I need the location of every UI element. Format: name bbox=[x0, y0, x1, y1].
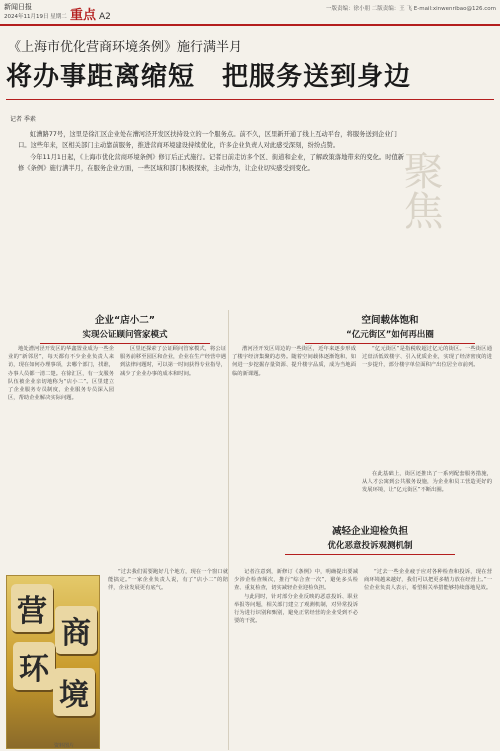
article-column bbox=[234, 568, 358, 744]
article-column bbox=[108, 568, 228, 744]
column-text: “过去一些企业疲于应对各种检查和投诉，现在营商环境越来越好，我们可以把更多精力放在经营上。”一位企业负责人表示，希望相关举措能够持续落地见效。 bbox=[364, 569, 492, 592]
editor-info: 一版责编：徐小朋 二版责编：王 飞 E-mail:xinwenribao@126.com bbox=[326, 6, 496, 12]
section-heading-1 bbox=[40, 312, 210, 344]
page-header bbox=[0, 0, 500, 26]
article-column bbox=[8, 345, 114, 567]
column-text: 记者注意到，新修订《条例》中，明确提出要减少涉企检查频次，推行“综合查一次”，避免多头检查、重复检查，切实减轻企业迎检负担。 bbox=[234, 569, 358, 592]
photo-tile: 境 bbox=[53, 668, 95, 716]
column-text: “过去我们需要跑好几个地方，现在一个窗口就能搞定。”一家企业负责人说，有了“店小二”的陪伴，企业发展更有底气。 bbox=[108, 569, 228, 592]
article-byline: 记者 季素 bbox=[10, 116, 36, 123]
section-rule bbox=[40, 343, 210, 344]
photo-tile: 营 bbox=[11, 584, 53, 632]
section-title: 企业“店小二” bbox=[95, 315, 155, 326]
section-title: 减轻企业迎检负担 bbox=[331, 526, 408, 537]
paper-name: 新闻日报 bbox=[4, 3, 32, 11]
photo-caption: 资料图片 bbox=[54, 743, 75, 749]
article-kicker: 《上海市优化营商环境条例》施行满半月 bbox=[8, 40, 243, 55]
article-headline: 将办事距离缩短 把服务送到身边 bbox=[6, 62, 412, 92]
lead-paragraph: 虹漕路77号，这里是徐汇区企业处在漕河泾开发区扶持设立的一个服务点。前不久，区里新开通了线上互动平台，将服务送到企业门口。这些年来，区相关部门主动靠前服务，推进营商环境建设持续优化，许多企业负责人对此感受深刻，纷纷点赞。 bbox=[18, 131, 397, 149]
column-divider bbox=[228, 310, 229, 750]
section-rule bbox=[305, 343, 475, 344]
article-column bbox=[232, 345, 356, 463]
headline-rule bbox=[6, 99, 494, 100]
section-rule bbox=[285, 554, 455, 555]
column-text: 与此同时，针对部分企业反映的恶意投诉、职业举报等问题，相关部门建立了观测机制，对异常投诉行为进行识别和甄别，避免正常经营的企业受到不必要的干扰。 bbox=[234, 593, 358, 625]
section-heading-2 bbox=[300, 312, 480, 344]
section-subtitle: 优化恶意投诉观测机制 bbox=[327, 541, 413, 551]
illustration-photo bbox=[6, 575, 100, 749]
photo-tile: 商 bbox=[55, 606, 97, 654]
article-lead bbox=[18, 130, 406, 176]
lead-paragraph: 今年11月1日起，《上海市优化营商环境条例》修订后正式施行。记者日前走访多个区、街道和企业，了解政策落地带来的变化。时值新修《条例》施行满半月，在服务企业方面，一些区域和部门积极探索，主动作为，让企业切实感受到变化。 bbox=[18, 154, 405, 172]
section-title: 重点 bbox=[70, 8, 97, 23]
section-title: 空间载体饱和 bbox=[361, 315, 419, 326]
section-label bbox=[70, 4, 111, 23]
section-heading-3 bbox=[280, 523, 460, 555]
column-text: 漕河泾开发区周边的一些街区，近年来逐步形成了楼宇经济集聚的态势。随着空间载体逐渐饱和，如何进一步挖掘存量资源、提升楼宇品质，成为当地面临的新课题。 bbox=[232, 346, 356, 377]
article-column bbox=[120, 345, 226, 567]
column-text: 在此基础上，街区还推出了一系列配套服务措施，从人才公寓到公共服务设施，为企业和员工营造更好的发展环境，让“亿元街区”不断出圈。 bbox=[362, 471, 492, 494]
column-text: 地处漕河泾开发区的华鑫置业成为一些企业的“新邻居”，每天都有不少企业负责人来访，现在如何办理事项，去哪个部门，找谁，办事人员都一清二楚。在徐汇区，有一支服务队伍被企业亲切地称为“店小二”。区里建立了企业服务专员制度，企业服务专员深入园区，帮助企业解决实际问题。 bbox=[8, 346, 114, 402]
page-number: A2 bbox=[99, 12, 111, 22]
photo-tile: 环 bbox=[13, 642, 55, 690]
section-subtitle: “亿元街区”如何再出圈 bbox=[346, 330, 434, 340]
issue-date: 2024年11月19日 星期二 bbox=[4, 14, 67, 20]
column-text: 区里还探索了公证顾问管家模式，将公证服务前移至园区和企业，企业在生产经营中遇到法律问题时，可以第一时间获得专业指导，减少了企业办事的成本和时间。 bbox=[120, 346, 226, 377]
decorative-title: 聚焦 bbox=[397, 150, 443, 230]
article-column bbox=[362, 345, 492, 463]
column-text: “亿元街区”是指税收超过亿元的街区。一些街区通过盘活低效楼宇、引入优质企业，实现了经济密度的进一步提升，部分楼宇单位面积产出位居全市前列。 bbox=[362, 346, 492, 369]
article-column bbox=[364, 568, 492, 744]
article-column bbox=[362, 470, 492, 510]
section-subtitle: 实现公证顾问管家模式 bbox=[82, 330, 168, 340]
